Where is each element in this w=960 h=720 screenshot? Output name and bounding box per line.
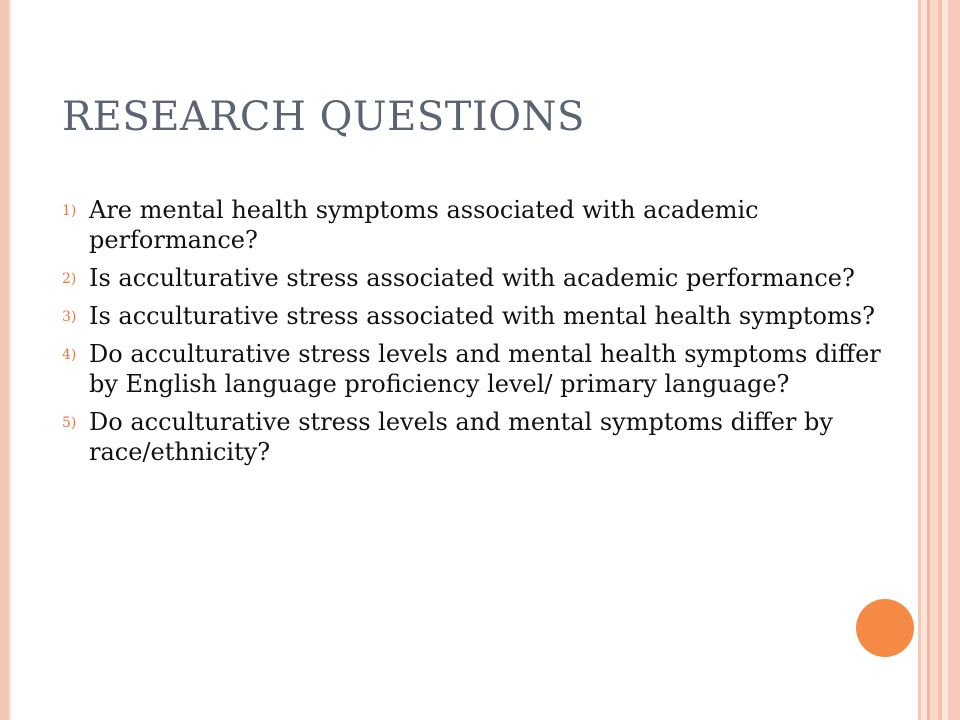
right-decorative-stripes	[918, 0, 960, 720]
orange-circle-decoration	[856, 599, 914, 657]
question-item	[62, 195, 902, 255]
left-border-stripe-inner	[9, 0, 11, 720]
question-text: Do acculturative stress levels and mental health symptoms differ by English language proficiency level/ primary language?	[89, 340, 881, 398]
question-text: Do acculturative stress levels and mental symptoms differ by race/ethnicity?	[89, 408, 833, 466]
question-number: 5)	[62, 415, 77, 431]
question-item	[62, 339, 902, 399]
slide-title: RESEARCH QUESTIONS	[62, 94, 585, 140]
question-text: Are mental health symptoms associated with academic performance?	[89, 196, 759, 254]
right-stripe	[930, 0, 938, 720]
question-text: Is acculturative stress associated with mental health symptoms?	[89, 302, 875, 330]
left-border-stripe	[0, 0, 9, 720]
right-stripe	[948, 0, 960, 720]
question-item	[62, 301, 902, 331]
research-questions-list	[62, 195, 902, 475]
question-number: 4)	[62, 347, 77, 363]
question-number: 1)	[62, 203, 77, 219]
question-item	[62, 263, 902, 293]
question-text: Is acculturative stress associated with academic performance?	[89, 264, 855, 292]
question-number: 3)	[62, 309, 77, 325]
question-item	[62, 407, 902, 467]
question-number: 2)	[62, 271, 77, 287]
